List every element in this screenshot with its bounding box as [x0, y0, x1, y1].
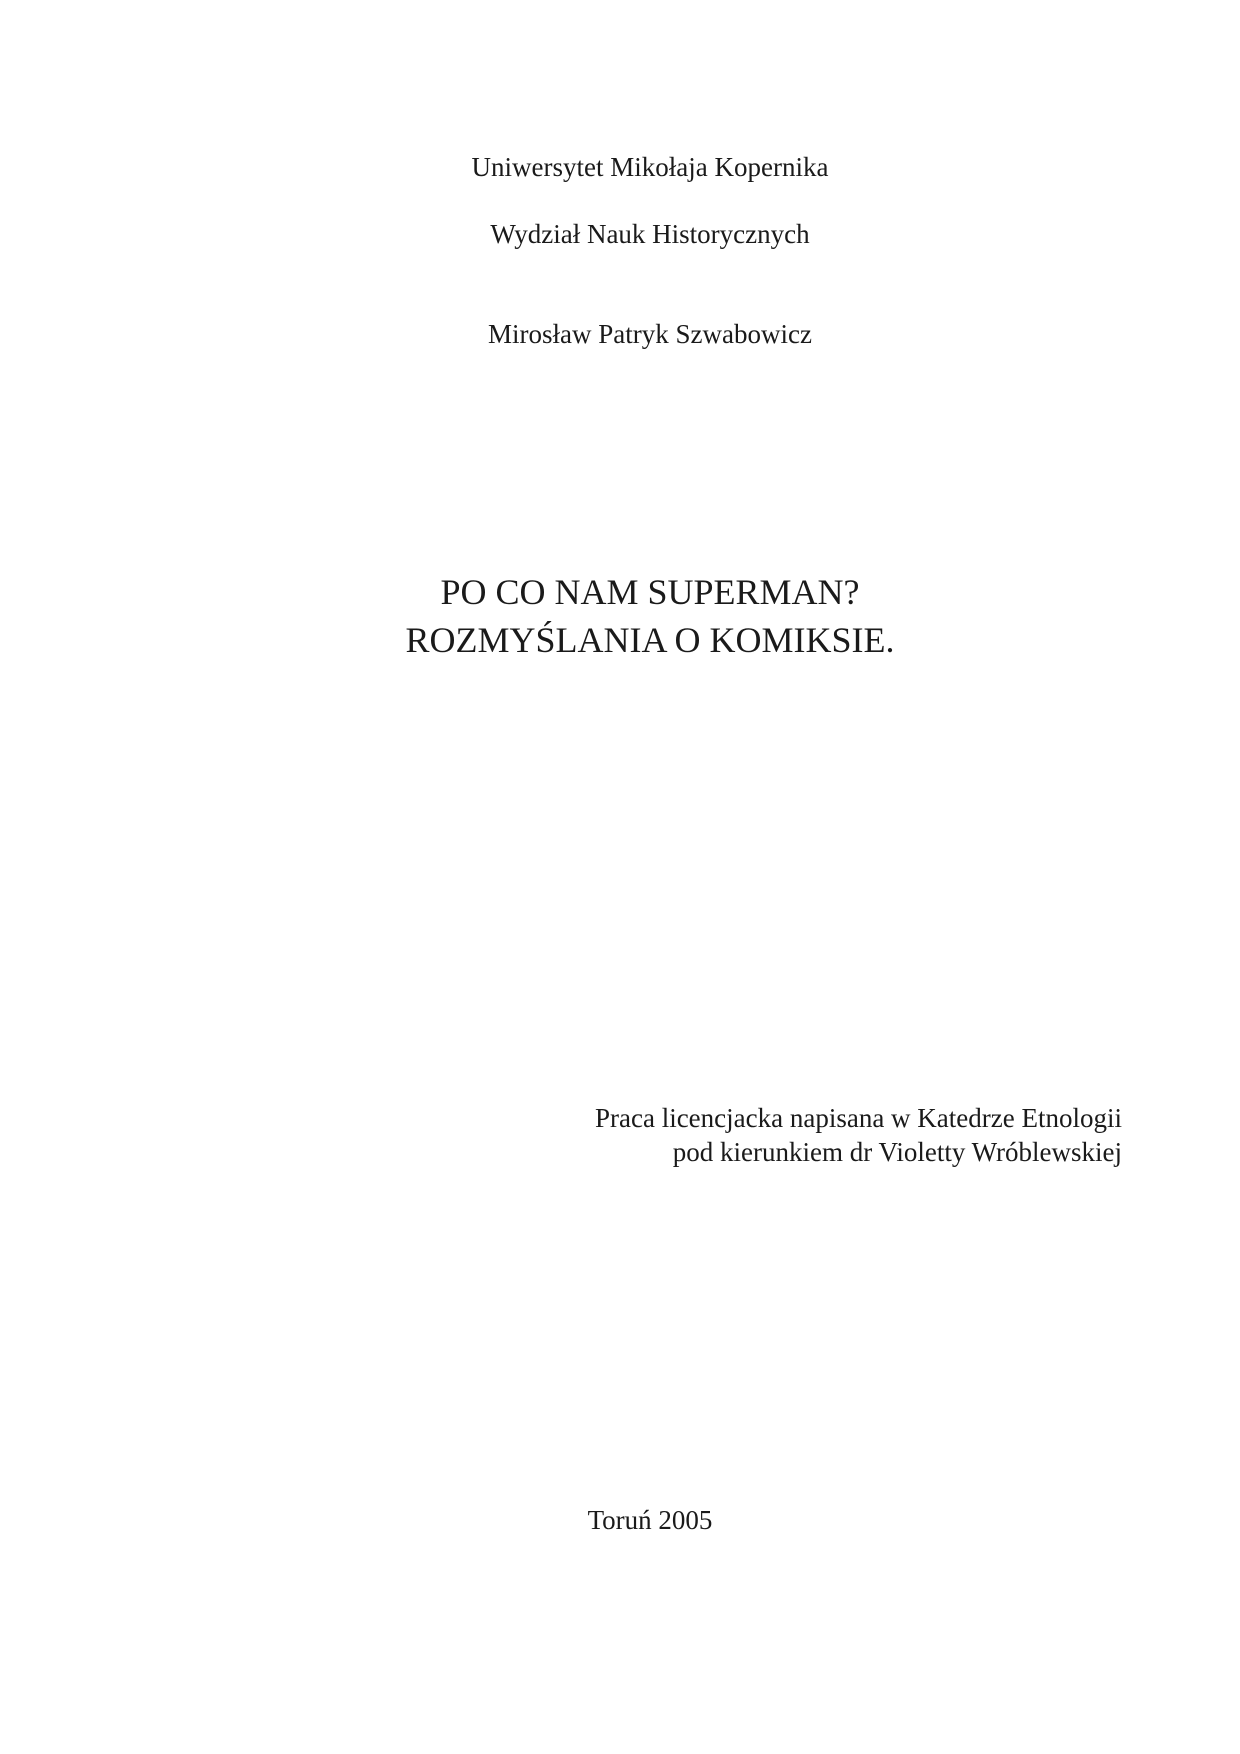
- place-and-year: Toruń 2005: [587, 1505, 713, 1535]
- author-name: Mirosław Patryk Szwabowicz: [488, 319, 812, 349]
- thesis-title-line-1: PO CO NAM SUPERMAN?: [440, 572, 860, 612]
- thesis-title: [0, 568, 1240, 664]
- thesis-description-line-2: pod kierunkiem dr Violetty Wróblewskiej: [672, 1137, 1122, 1167]
- university-name: Uniwersytet Mikołaja Kopernika: [471, 152, 829, 182]
- thesis-title-line-2: ROZMYŚLANIA O KOMIKSIE.: [405, 620, 895, 660]
- thesis-description: [595, 1101, 1122, 1169]
- faculty-name: Wydział Nauk Historycznych: [490, 219, 810, 249]
- thesis-description-line-1: Praca licencjacka napisana w Katedrze Etnologii: [594, 1103, 1122, 1133]
